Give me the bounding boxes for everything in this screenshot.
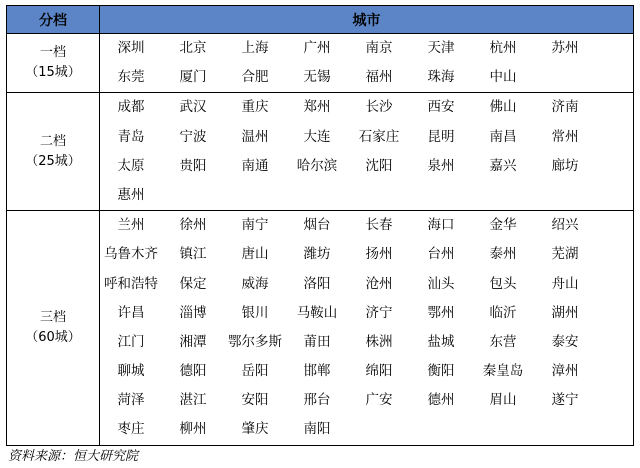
city-cell: 福州 <box>365 69 393 86</box>
city-cell: 天津 <box>427 40 455 56</box>
city-cell: 西安 <box>427 99 455 116</box>
city-cell: 苏州 <box>551 40 579 56</box>
city-cell: 南阳 <box>303 421 331 438</box>
tier-name: 三档 <box>39 309 66 325</box>
tier-label <box>7 93 100 211</box>
city-cell: 青岛 <box>117 128 145 145</box>
city-cell: 合肥 <box>241 69 269 86</box>
city-list <box>100 93 634 211</box>
city-cell: 东莞 <box>117 69 145 86</box>
city-cell: 湖州 <box>551 304 579 321</box>
tier-row-1 <box>7 34 634 93</box>
city-cell: 温州 <box>241 128 269 145</box>
city-cell: 常州 <box>551 128 579 145</box>
city-cell: 太原 <box>117 157 145 174</box>
city-cell: 邢台 <box>303 392 331 409</box>
city-cell: 海口 <box>427 217 455 234</box>
city-cell: 石家庄 <box>358 128 400 145</box>
city-cell: 肇庆 <box>241 421 269 438</box>
city-cell: 兰州 <box>117 217 145 234</box>
city-cell: 杭州 <box>489 40 517 56</box>
tier-name: 二档 <box>39 133 66 149</box>
city-cell: 江门 <box>117 333 145 350</box>
city-cell: 衡阳 <box>427 363 455 380</box>
header-cities: 城市 <box>100 6 634 34</box>
city-cell: 潍坊 <box>303 246 331 263</box>
city-cell: 重庆 <box>241 99 269 116</box>
tier-count: （60城） <box>25 329 81 345</box>
city-cell: 珠海 <box>427 69 455 86</box>
city-cell: 鄂州 <box>427 304 455 321</box>
tier-count: （15城） <box>25 65 81 81</box>
tier-row-3 <box>7 211 634 446</box>
city-cell: 马鞍山 <box>296 304 338 321</box>
city-cell: 洛阳 <box>303 275 331 292</box>
tier-row-2 <box>7 93 634 211</box>
city-cell: 漳州 <box>551 363 579 380</box>
city-cell: 北京 <box>179 40 207 56</box>
city-tier-table <box>6 5 634 446</box>
city-cell: 无锡 <box>303 69 331 86</box>
city-cell: 扬州 <box>365 246 393 263</box>
city-cell: 镇江 <box>179 246 207 263</box>
city-cell: 绍兴 <box>551 217 579 234</box>
city-cell: 菏泽 <box>117 392 145 409</box>
tier-name: 一档 <box>39 45 66 61</box>
city-cell: 中山 <box>489 69 517 86</box>
city-cell: 泰安 <box>551 333 579 350</box>
city-cell: 岳阳 <box>241 363 269 380</box>
city-cell: 汕头 <box>427 275 455 292</box>
city-cell: 济南 <box>551 99 579 116</box>
city-cell: 廊坊 <box>551 157 579 174</box>
city-cell: 沧州 <box>365 275 393 292</box>
city-cell: 嘉兴 <box>489 157 517 174</box>
city-cell: 德州 <box>427 392 455 409</box>
city-cell: 枣庄 <box>117 421 145 438</box>
city-cell: 绵阳 <box>365 363 393 380</box>
city-cell: 湛江 <box>179 392 207 409</box>
city-cell: 佛山 <box>489 99 517 116</box>
tier-label <box>7 34 100 93</box>
city-cell: 威海 <box>241 275 269 292</box>
city-cell: 柳州 <box>179 421 207 438</box>
city-grid <box>100 34 633 92</box>
city-cell: 上海 <box>241 40 269 56</box>
header-tier: 分档 <box>7 6 100 34</box>
city-cell: 烟台 <box>303 217 331 234</box>
city-cell: 德阳 <box>179 363 207 380</box>
city-cell: 广州 <box>303 40 331 56</box>
city-cell: 许昌 <box>117 304 145 321</box>
city-cell: 秦皇岛 <box>482 363 524 380</box>
city-cell: 广安 <box>365 392 393 409</box>
city-cell: 聊城 <box>117 363 145 380</box>
city-cell: 湘潭 <box>179 333 207 350</box>
tier-label <box>7 211 100 446</box>
city-cell: 长沙 <box>365 99 393 116</box>
city-cell: 深圳 <box>117 40 145 56</box>
city-list <box>100 211 634 446</box>
city-cell: 临沂 <box>489 304 517 321</box>
city-cell: 眉山 <box>489 392 517 409</box>
city-cell: 莆田 <box>303 333 331 350</box>
city-cell: 南昌 <box>489 128 517 145</box>
city-cell: 武汉 <box>179 99 207 116</box>
city-cell: 泰州 <box>489 246 517 263</box>
city-grid <box>100 211 633 445</box>
city-cell: 安阳 <box>241 392 269 409</box>
city-cell: 宁波 <box>179 128 207 145</box>
city-cell: 鄂尔多斯 <box>228 333 282 350</box>
city-cell: 芜湖 <box>551 246 579 263</box>
source-note: 资料来源：恒大研究院 <box>8 449 139 464</box>
city-cell: 包头 <box>489 275 517 292</box>
city-cell: 徐州 <box>179 217 207 234</box>
city-cell: 保定 <box>179 275 207 292</box>
city-cell: 昆明 <box>427 128 455 145</box>
city-cell: 邯郸 <box>303 363 331 380</box>
city-cell: 银川 <box>241 304 269 321</box>
city-cell: 株洲 <box>365 333 393 350</box>
city-cell: 南宁 <box>241 217 269 234</box>
city-cell: 南通 <box>241 157 269 174</box>
city-cell: 乌鲁木齐 <box>104 246 158 263</box>
city-cell: 郑州 <box>303 99 331 116</box>
city-cell: 金华 <box>489 217 517 234</box>
city-cell: 济宁 <box>365 304 393 321</box>
city-cell: 泉州 <box>427 157 455 174</box>
city-cell: 哈尔滨 <box>296 157 338 174</box>
city-cell: 盐城 <box>427 333 455 350</box>
city-cell: 南京 <box>365 40 393 56</box>
city-cell: 成都 <box>117 99 145 116</box>
city-cell: 长春 <box>365 217 393 234</box>
city-cell: 东营 <box>489 333 517 350</box>
tier-count: （25城） <box>25 153 81 169</box>
city-cell: 台州 <box>427 246 455 263</box>
city-cell: 呼和浩特 <box>104 275 158 292</box>
city-cell: 厦门 <box>179 69 207 86</box>
city-cell: 淄博 <box>179 304 207 321</box>
city-list <box>100 34 634 93</box>
city-cell: 惠州 <box>117 186 145 203</box>
city-grid <box>100 93 633 210</box>
city-cell: 遂宁 <box>551 392 579 409</box>
city-cell: 贵阳 <box>179 157 207 174</box>
city-cell: 舟山 <box>551 275 579 292</box>
city-cell: 沈阳 <box>365 157 393 174</box>
city-cell: 唐山 <box>241 246 269 263</box>
city-cell: 大连 <box>303 128 331 145</box>
